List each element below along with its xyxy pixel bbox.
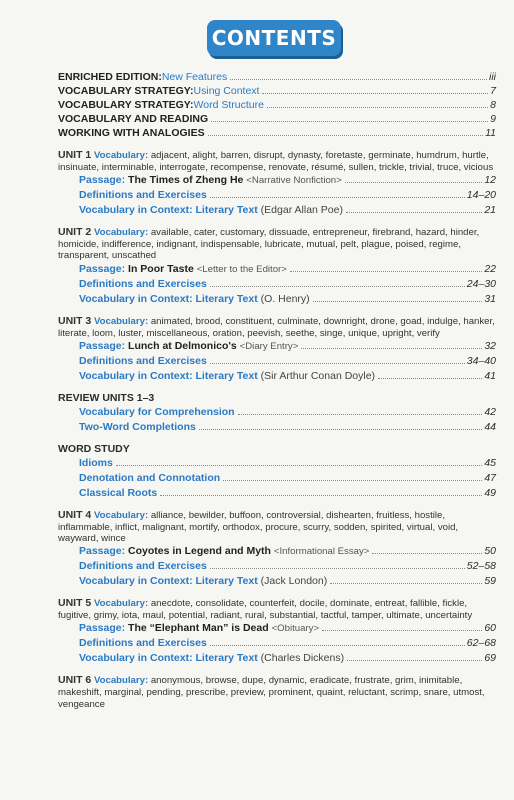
- passage-entry[interactable]: [79, 173, 496, 188]
- literary-text-entry[interactable]: [79, 369, 496, 384]
- unit-1: [58, 149, 496, 218]
- vocab-words: anecdote, consolidate, counterfeit, docile, dominate, entreat, fallible, fickle, fugitive, grimy, iota, maul, potential, radiant, rural, substantial, tactful, tamper, ultimate, uncertainty: [58, 598, 473, 622]
- dot-leader: [372, 553, 482, 554]
- page-number: 9: [490, 113, 496, 125]
- passage-label: Passage:: [79, 262, 126, 275]
- unit-entries: [58, 621, 496, 666]
- literary-label: Vocabulary in Context: Literary Text: [79, 204, 258, 217]
- vocab-label: Vocabulary:: [93, 315, 149, 327]
- review-heading: REVIEW UNITS 1–3: [58, 391, 155, 404]
- author: (Jack London): [260, 575, 328, 588]
- dot-leader: [211, 121, 488, 122]
- contents-banner: [207, 20, 341, 56]
- passage-genre: <Narrative Nonfiction>: [246, 175, 342, 187]
- passage-genre: <Obituary>: [271, 623, 320, 635]
- toc-entry-two-word[interactable]: [79, 420, 496, 435]
- passage-label: Passage:: [79, 174, 126, 187]
- dot-leader: [301, 348, 482, 349]
- dot-leader: [208, 135, 483, 136]
- unit-6: [58, 674, 496, 709]
- word-study-entries: [58, 456, 496, 501]
- dot-leader: [290, 271, 482, 272]
- page-number: 41: [484, 369, 496, 382]
- unit-entries: [58, 544, 496, 589]
- entry-title: New Features: [161, 71, 228, 83]
- unit-label: UNIT 5: [58, 597, 92, 610]
- passage-title: The “Elephant Man” is Dead: [128, 622, 269, 635]
- unit-label: UNIT 1: [58, 149, 92, 161]
- dot-leader: [238, 414, 483, 415]
- author: (O. Henry): [260, 292, 310, 305]
- literary-label: Vocabulary in Context: Literary Text: [79, 292, 258, 305]
- literary-label: Vocabulary in Context: Literary Text: [79, 369, 258, 382]
- passage-entry[interactable]: [79, 339, 496, 354]
- vocab-label: Vocabulary:: [93, 227, 149, 239]
- toc-entry-word-structure[interactable]: [58, 98, 496, 112]
- unit-entries: [58, 339, 496, 384]
- unit-4: [58, 509, 496, 589]
- dot-leader: [346, 212, 482, 213]
- dot-leader: [210, 197, 465, 198]
- passage-entry[interactable]: [79, 621, 496, 636]
- entry-title: Using Context: [193, 85, 260, 97]
- unit-label: UNIT 3: [58, 314, 92, 327]
- page-range: 24–30: [466, 277, 496, 290]
- page-number: 12: [484, 174, 496, 187]
- toc-entry-idioms[interactable]: [79, 456, 496, 471]
- vocab-label: Vocabulary:: [93, 150, 149, 161]
- dot-leader: [322, 630, 482, 631]
- author: (Sir Arthur Conan Doyle): [260, 369, 376, 382]
- page-number: 59: [484, 575, 496, 588]
- dot-leader: [223, 480, 482, 481]
- unit-label: UNIT 4: [58, 508, 92, 521]
- dot-leader: [262, 93, 488, 94]
- vocab-label: Vocabulary:: [93, 675, 149, 687]
- page-range: 14–20: [466, 189, 496, 202]
- entry-prefix: VOCABULARY AND READING: [58, 113, 209, 125]
- literary-text-entry[interactable]: [79, 574, 496, 589]
- front-matter: [58, 70, 496, 140]
- entry-title: Vocabulary for Comprehension: [79, 405, 235, 418]
- vocab-label: Vocabulary:: [93, 509, 149, 521]
- entry-title: Classical Roots: [79, 486, 158, 499]
- page-range: 62–68: [466, 637, 496, 650]
- passage-entry[interactable]: [79, 544, 496, 559]
- passage-genre: <Letter to the Editor>: [196, 263, 287, 275]
- entry-title: Two-Word Completions: [79, 420, 196, 433]
- dot-leader: [347, 660, 482, 661]
- toc-entry-vocab-reading[interactable]: [58, 112, 496, 126]
- entry-title: Idioms: [79, 456, 113, 469]
- definitions-label: Definitions and Exercises: [79, 560, 207, 573]
- review-entries: [58, 405, 496, 435]
- page-number: 50: [484, 545, 496, 558]
- author: (Edgar Allan Poe): [260, 204, 343, 217]
- definitions-label: Definitions and Exercises: [79, 637, 207, 650]
- page-number: 69: [484, 652, 496, 665]
- literary-text-entry[interactable]: [79, 292, 496, 307]
- word-study-heading: WORD STUDY: [58, 442, 130, 455]
- toc-entry-classical-roots[interactable]: [79, 486, 496, 501]
- definitions-label: Definitions and Exercises: [79, 189, 207, 202]
- passage-genre: <Informational Essay>: [273, 546, 370, 558]
- entry-prefix: WORKING WITH ANALOGIES: [58, 127, 205, 139]
- toc-entry-analogies[interactable]: [58, 126, 496, 140]
- page-number: 49: [484, 486, 496, 499]
- table-of-contents: [58, 66, 496, 710]
- dot-leader: [160, 495, 482, 496]
- passage-title: In Poor Taste: [128, 262, 194, 275]
- dot-leader: [116, 465, 482, 466]
- page-number: 31: [484, 292, 496, 305]
- dot-leader: [199, 429, 482, 430]
- definitions-entry[interactable]: [79, 636, 496, 651]
- entry-prefix: VOCABULARY STRATEGY:: [58, 85, 194, 97]
- page-number: 42: [484, 405, 496, 418]
- dot-leader: [210, 645, 465, 646]
- page-number: 11: [485, 127, 496, 139]
- unit-entries: [58, 173, 496, 218]
- dot-leader: [345, 182, 483, 183]
- page-number: 21: [484, 204, 496, 217]
- passage-genre: <Diary Entry>: [239, 340, 299, 352]
- unit-5: [58, 597, 496, 666]
- toc-entry-comprehension[interactable]: [79, 405, 496, 420]
- dot-leader: [210, 363, 465, 364]
- unit-2: [58, 226, 496, 306]
- page-number: iii: [489, 71, 496, 83]
- passage-label: Passage:: [79, 545, 126, 558]
- dot-leader: [210, 568, 465, 569]
- definitions-entry[interactable]: [79, 277, 496, 292]
- page-title: CONTENTS: [211, 26, 337, 50]
- page-range: 34–40: [466, 354, 496, 367]
- page-number: 7: [490, 85, 496, 97]
- unit-vocab: [58, 674, 496, 709]
- toc-entry-using-context[interactable]: [58, 84, 496, 98]
- page-number: 8: [490, 99, 496, 111]
- entry-prefix: VOCABULARY STRATEGY:: [58, 99, 194, 111]
- passage-entry[interactable]: [79, 262, 496, 277]
- literary-label: Vocabulary in Context: Literary Text: [79, 652, 258, 665]
- toc-entry-new-features[interactable]: [58, 70, 496, 84]
- passage-title: Lunch at Delmonico's: [128, 339, 237, 352]
- passage-label: Passage:: [79, 622, 126, 635]
- unit-vocab: [58, 149, 496, 173]
- unit-vocab: [58, 226, 496, 261]
- passage-title: The Times of Zheng He: [128, 174, 244, 187]
- unit-entries: [58, 262, 496, 307]
- unit-label: UNIT 2: [58, 226, 92, 239]
- word-study: [58, 443, 496, 501]
- unit-label: UNIT 6: [58, 674, 92, 687]
- dot-leader: [378, 378, 482, 379]
- dot-leader: [330, 583, 482, 584]
- page-range: 52–58: [466, 560, 496, 573]
- definitions-entry[interactable]: [79, 188, 496, 203]
- definitions-entry[interactable]: [79, 559, 496, 574]
- entry-prefix: ENRICHED EDITION:: [58, 71, 162, 83]
- definitions-label: Definitions and Exercises: [79, 354, 207, 367]
- literary-text-entry[interactable]: [79, 651, 496, 666]
- vocab-words: alliance, bewilder, buffoon, controversial, dishearten, fruitless, hostile, inflammable, inflict, malignant, mortify, orthodox, procure, scurry, sodden, spirited, virtual, void, wayward, wince: [58, 509, 459, 545]
- definitions-entry[interactable]: [79, 354, 496, 369]
- passage-label: Passage:: [79, 339, 126, 352]
- author: (Charles Dickens): [260, 652, 345, 665]
- page-number: 60: [484, 622, 496, 635]
- dot-leader: [313, 301, 483, 302]
- vocab-words: adjacent, alight, barren, disrupt, dynasty, foretaste, germinate, humdrum, hurtle, insinuate, interminable, interrogate, recompense, renovate, résumé, sullen, trickle, trivial, truce, vicious: [58, 150, 494, 173]
- dot-leader: [230, 79, 487, 80]
- page-number: 45: [484, 456, 496, 469]
- page-number: 32: [484, 339, 496, 352]
- vocab-words: anonymous, browse, dupe, dynamic, eradicate, frustrate, grim, inimitable, makeshift, marginal, pending, prescribe, preview, prominent, quaint, reluctant, scrimp, snare, utmost, vengeance: [58, 675, 485, 710]
- page-number: 47: [484, 471, 496, 484]
- dot-leader: [210, 286, 465, 287]
- entry-title: Denotation and Connotation: [79, 471, 221, 484]
- unit-vocab: [58, 509, 496, 544]
- definitions-label: Definitions and Exercises: [79, 277, 207, 290]
- vocab-words: available, cater, customary, dissuade, entrepreneur, firebrand, hazard, hinder, homicide, indifference, indignant, indispensable, lubricate, mutual, pelt, plague, poised, regime, transparent, unscathed: [58, 227, 480, 262]
- toc-entry-denotation[interactable]: [79, 471, 496, 486]
- literary-text-entry[interactable]: [79, 203, 496, 218]
- literary-label: Vocabulary in Context: Literary Text: [79, 575, 258, 588]
- dot-leader: [267, 107, 488, 108]
- page-number: 44: [484, 420, 496, 433]
- vocab-words: animated, brood, constituent, culminate, downright, drone, goad, indulge, hanker, literate, loom, luster, miscellaneous, oration, peevish, seethe, singe, unique, upright, verify: [58, 315, 495, 339]
- review-units: [58, 392, 496, 435]
- unit-3: [58, 315, 496, 384]
- entry-title: Word Structure: [193, 99, 264, 111]
- passage-title: Coyotes in Legend and Myth: [128, 545, 271, 558]
- unit-vocab: [58, 315, 496, 339]
- vocab-label: Vocabulary:: [93, 598, 149, 610]
- page-number: 22: [484, 262, 496, 275]
- unit-vocab: [58, 597, 496, 621]
